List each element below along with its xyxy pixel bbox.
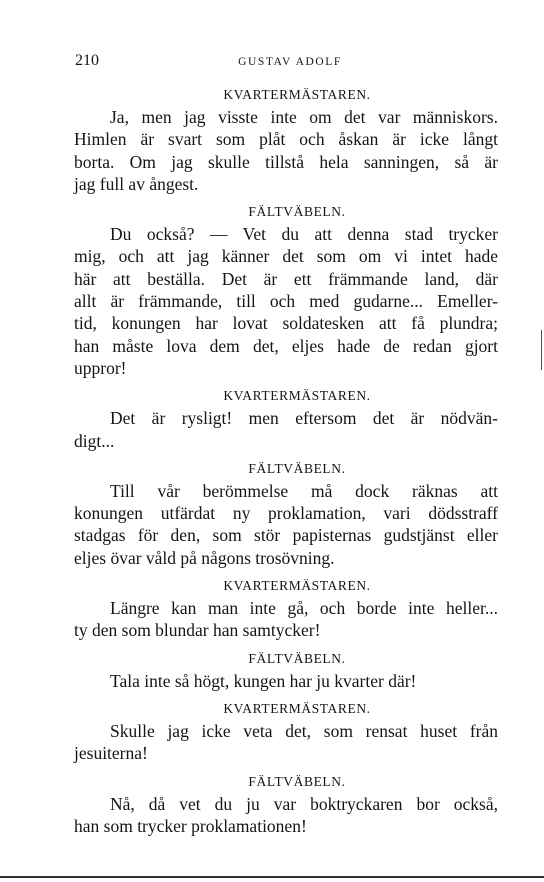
speaker-name: FÄLTVÄBELN. (248, 650, 346, 666)
text-line: han som trycker proklamationen! (74, 815, 307, 836)
text-line: Himlen är svart som plåt och åskan är icke långt (74, 129, 498, 150)
text-line: Skulle jag icke veta det, som rensat huset från (110, 720, 498, 741)
text-line: han måste lova dem det, eljes hade de redan gjort (74, 335, 498, 356)
speech (74, 597, 498, 642)
page-number: 210 (75, 52, 99, 69)
speaker-name: FÄLTVÄBELN. (248, 773, 346, 789)
text-line: allt är främmande, till och med gudarne... Emeller- (74, 291, 498, 312)
speaker-name: FÄLTVÄBELN. (248, 460, 346, 476)
speech (74, 106, 498, 195)
text-line: eljes övar våld på någons trosövning. (74, 547, 335, 568)
text-line: digt... (74, 430, 115, 451)
text-line: tid, konungen har lovat soldatesken att få plundra; (74, 313, 498, 334)
text-line: Nå, då vet du ju var boktryckaren bor också, (110, 793, 498, 814)
speaker-name: KVARTERMÄSTAREN. (223, 700, 371, 716)
text-line: jag full av ångest. (74, 173, 199, 194)
text-line: konungen utfärdat ny proklamation, vari dödsstraff (74, 503, 498, 524)
text-line: stadgas för den, som stör papisternas gudstjänst eller (74, 525, 498, 546)
speech (74, 793, 498, 838)
text-line: Längre kan man inte gå, och borde inte heller... (110, 598, 498, 619)
text-line: Du också? — Vet du att denna stad trycker (110, 224, 498, 245)
text-line: Ja, men jag visste inte om det var människors. (110, 107, 498, 127)
speech (74, 480, 498, 569)
speaker-name: KVARTERMÄSTAREN. (223, 388, 371, 404)
text-line: ty den som blundar han samtycker! (74, 620, 321, 641)
speech (74, 670, 498, 692)
speech (74, 720, 498, 765)
text-line: Till vår berömmelse må dock räknas att (110, 480, 498, 501)
text-line: Tala inte så högt, kungen har ju kvarter där! (110, 670, 417, 691)
speech (74, 407, 498, 452)
speaker-name: KVARTERMÄSTAREN. (223, 578, 371, 594)
dialogue-text (74, 86, 498, 837)
text-line: mig, och att jag känner det som om vi intet hade (74, 246, 498, 267)
speaker-name: FÄLTVÄBELN. (248, 204, 346, 220)
text-line: här att beställa. Det är ett främmande land, där (74, 268, 498, 289)
speech (74, 223, 498, 379)
text-line: Det är rysligt! men eftersom det är nödvän- (110, 408, 498, 429)
running-head: GUSTAV ADOLF (238, 56, 342, 68)
edge-mark (541, 330, 542, 370)
text-line: borta. Om jag skulle tillstå hela sanningen, så är (74, 151, 498, 172)
speaker-name: KVARTERMÄSTAREN. (223, 87, 371, 102)
text-line: uppror! (74, 357, 127, 378)
bottom-rule (0, 876, 544, 878)
text-line: jesuiterna! (74, 743, 148, 764)
